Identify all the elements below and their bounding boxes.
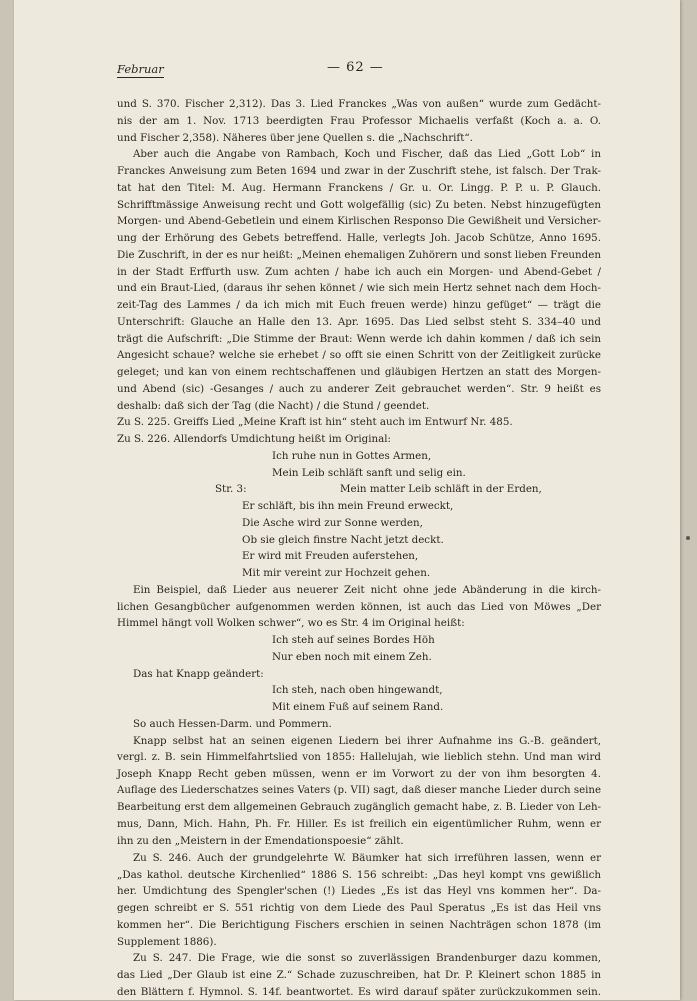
text-line: Zu S. 247. Die Frage, wie die sonst so zuverlässigen Brandenburger dazu kommen,: [133, 952, 601, 965]
verse-line: Er wird mit Freuden auferstehen,: [242, 550, 419, 563]
verse-line: Er schläft, bis ihn mein Freund erweckt,: [242, 500, 454, 512]
text-line: Supplement 1886).: [117, 935, 217, 948]
verse-line: Ich steh, nach oben hingewandt,: [272, 684, 443, 697]
binding-hole: [686, 536, 690, 540]
text-line: mus, Dann, Mich. Hahn, Ph. Fr. Hiller. Es ist freilich ein eigentümlicher Ruhm, wenn er: [117, 818, 601, 831]
verse-line: Nur eben noch mit einem Zeh.: [272, 650, 432, 663]
text-line: Unterschrift: Glauche an Halle den 13. Apr. 1695. Das Lied selbst steht S. 334–40 und: [117, 315, 601, 328]
verse-line: Mit einem Fuß auf seinem Rand.: [272, 701, 444, 713]
text-line: zeit-Tag des Lammes / da ich mich mit Euch freuen werde) hinzu gefüget“ — trägt die: [117, 299, 601, 311]
page-header: [117, 58, 601, 80]
text-line: nis der am 1. Nov. 1713 beerdigten Frau Professor Michaelis verfaßt (Koch a. a. O.: [117, 114, 601, 127]
verse-line: [117, 481, 601, 498]
verse-line: Ob sie gleich finstre Nacht jetzt deckt.: [242, 533, 444, 546]
verse-line: Ich ruhe nun in Gottes Armen,: [272, 449, 432, 462]
text-line: und S. 370. Fischer 2,312). Das 3. Lied Franckes „Was von außen“ wurde zum Gedächt-: [117, 98, 601, 110]
verse-line: Mein Leib schläft sanft und selig ein.: [272, 466, 466, 479]
text-line: Aber auch die Angabe von Rambach, Koch und Fischer, daß das Lied „Gott Lob“ in: [133, 148, 601, 161]
text-line: „Das kathol. deutsche Kirchenlied“ 1886 S. 156 schreibt: „Das heyl kompt vns gewißlich: [117, 868, 601, 881]
text-line: und Abend (sic) -Gesanges / auch zu anderer Zeit gebrauchet werden“. Str. 9 heißt es: [117, 382, 601, 395]
text-line: Ein Beispiel, daß Lieder aus neuerer Zeit nicht ohne jede Abänderung in die kirch-: [133, 583, 601, 596]
text-line: Himmel hängt voll Wolken schwer“, wo es Str. 4 im Original heißt:: [117, 617, 465, 630]
text-line: Franckes Anweisung zum Beten 1694 und zwar in der Zuschrift stehe, ist falsch. Der Trak-: [117, 165, 601, 177]
text-line: kommen her“. Die Berichtigung Fischers erschien in seinen Nachträgen schon 1878 (im: [117, 918, 601, 931]
text-line: Das hat Knapp geändert:: [133, 667, 264, 680]
text-line: Schrifftmässige Anweisung recht und Gott wolgefällig (sic) Zu beten. Nebst hinzugefügten: [117, 198, 601, 211]
running-head-month: Februar: [117, 62, 164, 76]
text-line: und ein Braut-Lied, (daraus ihr sehen könnet / wie sich mein Hertz sehnet nach dem Hoch-: [117, 282, 601, 295]
text-line: trägt die Aufschrift: „Die Stimme der Braut: Wenn werde ich dahin kommen / daß ich sein: [117, 332, 601, 345]
text-line: ihn zu den „Meistern in der Emendationspoesie“ zählt.: [117, 835, 404, 847]
text-line: Zu S. 225. Greiffs Lied „Meine Kraft ist hin“ steht auch im Entwurf Nr. 485.: [117, 416, 513, 429]
text-line: in der Stadt Erffurth usw. Zum achten / habe ich auch ein Morgen- und Abend-Gebet /: [117, 265, 601, 278]
text-line: Knapp selbst hat an seinen eigenen Liedern bei ihrer Aufnahme ins G.-B. geändert,: [133, 734, 601, 747]
text-line: her. Umdichtung des Spengler'schen (!) Liedes „Es ist das Heyl vns kommen her“. Da-: [117, 885, 601, 898]
body-text: [117, 96, 601, 1001]
text-line: ung der Erhörung des Gebets betreffend. Halle, verlegts Joh. Jacob Schütze, Anno 1695.: [117, 232, 601, 244]
text-line: Auflage des Liederschatzes seines Vaters (p. VII) sagt, daß dieser manche Lieder durch seine: [117, 784, 601, 796]
verse-line: Mit mir vereint zur Hochzeit gehen.: [242, 567, 431, 579]
text-line: den Blättern f. Hymnol. S. 14f. beantwortet. Es wird darauf später zurückzukommen sein.: [117, 985, 601, 998]
text-line: deshalb: daß sich der Tag (die Nacht) / die Stund / geendet.: [117, 399, 430, 412]
text-line: Joseph Knapp Recht geben müssen, wenn er im Vorwort zu der von ihm besorgten 4.: [117, 768, 601, 780]
text-line: So auch Hessen-Darm. und Pommern.: [133, 717, 332, 730]
text-line: Angesicht schaue? welche sie erhebet / so offt sie einen Schritt von der Zeitligkeit zurücke: [117, 349, 601, 362]
text-line: Morgen- und Abend-Gebetlein und einem Kirlischen Responso Die Gewißheit und Versicher-: [117, 215, 601, 228]
text-line: Zu S. 226. Allendorfs Umdichtung heißt im Original:: [117, 433, 392, 445]
verse-text: Mein matter Leib schläft in der Erden,: [340, 483, 542, 496]
text-line: Die Zuschrift, in der es nur heißt: „Meinen ehemaligen Zuhörern und sonst lieben Freunden: [117, 248, 601, 261]
text-line: Zu S. 246. Auch der grundgelehrte W. Bäumker hat sich irreführen lassen, wenn er: [133, 851, 601, 864]
text-line: lichen Gesangbücher aufgenommen werden können, ist auch das Lied von Möwes „Der: [117, 600, 601, 613]
text-line: und Fischer 2,358). Näheres über jene Quellen s. die „Nachschrift“.: [117, 131, 473, 144]
verse-line: Ich steh auf seines Bordes Höh: [272, 634, 435, 646]
verse-line: Die Asche wird zur Sonne werden,: [242, 516, 423, 529]
page-number: — 62 —: [327, 60, 384, 75]
text-line: geleget; und kan von einem rechtschaffenen und gläubigen Hertzen an statt des Morgen-: [117, 366, 601, 378]
text-line: tat hat den Titel: M. Aug. Hermann Franckens / Gr. u. Or. Lingg. P. P. u. P. Glauch.: [117, 181, 601, 194]
stanza-label: Str. 3:: [215, 483, 247, 496]
text-line: Bearbeitung erst dem allgemeinen Gebrauch zugänglich gemacht habe, z. B. Lieder von Leh-: [117, 801, 601, 813]
text-line: vergl. z. B. sein Himmelfahrtslied von 1855: Hallelujah, wie lieblich stehn. Und man wird: [117, 751, 601, 764]
text-line: das Lied „Der Glaub ist eine Z.“ Schade zuzuschreiben, hat Dr. P. Kleinert schon 1885 in: [117, 969, 601, 981]
text-line: gegen schreibt er S. 551 richtig von dem Liede des Paul Speratus „Es ist das Heil vns: [117, 902, 601, 914]
